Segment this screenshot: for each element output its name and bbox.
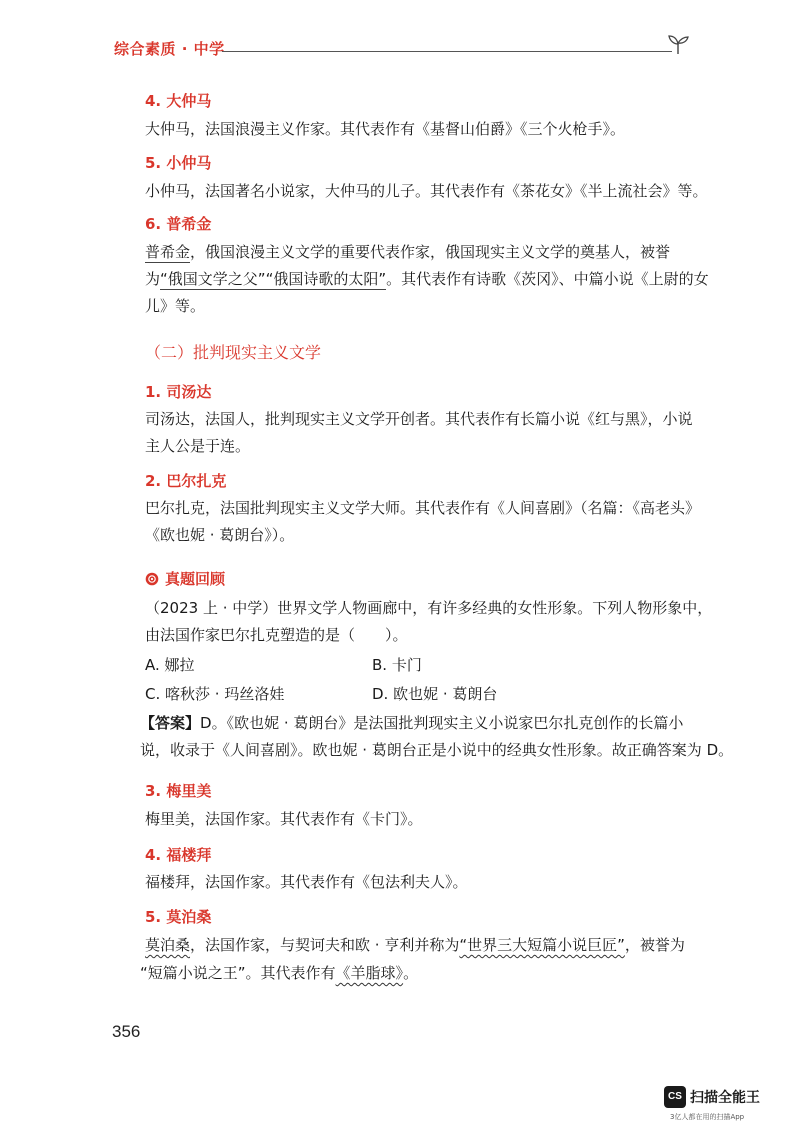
heading-maupassant: 5. 莫泊桑 (145, 908, 212, 926)
text-pushkin-line3: 儿》等。 (145, 297, 206, 315)
heading-pushkin: 6. 普希金 (145, 215, 212, 233)
heading-balzac: 2. 巴尔扎克 (145, 472, 227, 490)
text-pushkin-line1: 普希金，俄国浪漫主义文学的重要代表作家，俄国现实主义文学的奠基人，被誉 (145, 243, 671, 261)
answer-label: 【答案】 (140, 714, 201, 732)
sprout-icon (666, 32, 690, 56)
section-title: （二）批判现实主义文学 (145, 343, 322, 362)
text-pushkin-line2: 为“俄国文学之父”“俄国诗歌的太阳”。其代表作有诗歌《茨冈》、中篇小说《上尉的女 (145, 270, 709, 288)
text-balzac-line1: 巴尔扎克，法国批判现实主义文学大师。其代表作有《人间喜剧》（名篇：《高老头》 (145, 499, 701, 517)
option-c: C. 喀秋莎 · 玛丝洛娃 (145, 685, 285, 703)
underlined-title: “俄国诗歌的太阳” (265, 270, 387, 288)
text-flaubert: 福楼拜，法国作家。其代表作有《包法利夫人》。 (145, 873, 468, 891)
answer-line2: 说，收录于《人间喜剧》。欧也妮 · 葛朗台正是小说中的经典女性形象。故正确答案为 D。 (140, 741, 734, 759)
question-line2: 由法国作家巴尔扎克塑造的是（ ）。 (145, 626, 408, 644)
review-label: 真题回顾 (165, 570, 226, 588)
header-title: 综合素质 · 中学 (114, 40, 225, 58)
camscanner-logo-icon: CS (664, 1086, 686, 1108)
text-stendhal-line2: 主人公是于连。 (145, 437, 251, 455)
text-stendhal-line1: 司汤达，法国人，批判现实主义文学开创者。其代表作有长篇小说《红与黑》，小说 (145, 410, 693, 428)
text-dumas-fils: 小仲马，法国著名小说家，大仲马的儿子。其代表作有《茶花女》《半上流社会》等。 (145, 182, 708, 200)
watermark-subtitle: 3亿人都在用的扫描App (670, 1113, 745, 1121)
underlined-name: 普希金 (145, 243, 191, 261)
underlined-name: 莫泊桑 (145, 936, 191, 954)
text-merimee: 梅里美，法国作家。其代表作有《卡门》。 (145, 810, 423, 828)
question-line1: （2023 上 · 中学）世界文学人物画廊中，有许多经典的女性形象。下列人物形象中， (145, 599, 713, 617)
page-number: 356 (112, 1022, 141, 1041)
option-b: B. 卡门 (372, 656, 422, 674)
text-dumas: 大仲马，法国浪漫主义作家。其代表作有《基督山伯爵》《三个火枪手》。 (145, 120, 626, 138)
heading-dumas: 4. 大仲马 (145, 92, 212, 110)
text-balzac-line2: 《欧也妮 · 葛朗台》）。 (145, 526, 295, 544)
text-maupassant-line2: “短篇小说之王”。其代表作有《羊脂球》。 (140, 964, 419, 982)
option-a: A. 娜拉 (145, 656, 195, 674)
heading-merimee: 3. 梅里美 (145, 782, 212, 800)
underlined-title: “俄国文学之父” (160, 270, 266, 288)
heading-stendhal: 1. 司汤达 (145, 383, 212, 401)
sun-icon (145, 572, 159, 586)
heading-flaubert: 4. 福楼拜 (145, 846, 212, 864)
text-maupassant-line1: 莫泊桑，法国作家，与契诃夫和欧 · 亨利并称为“世界三大短篇小说巨匠”，被誉为 (145, 936, 685, 954)
underlined-work: 《羊脂球》 (335, 964, 404, 982)
option-d: D. 欧也妮 · 葛朗台 (372, 685, 498, 703)
heading-dumas-fils: 5. 小仲马 (145, 154, 212, 172)
underlined-title: “世界三大短篇小说巨匠” (459, 936, 625, 954)
answer-line1: 【答案】D。《欧也妮 · 葛朗台》是法国批判现实主义小说家巴尔扎克创作的长篇小 (140, 714, 684, 732)
watermark-name: 扫描全能王 (690, 1090, 760, 1106)
header-rule (222, 51, 672, 52)
